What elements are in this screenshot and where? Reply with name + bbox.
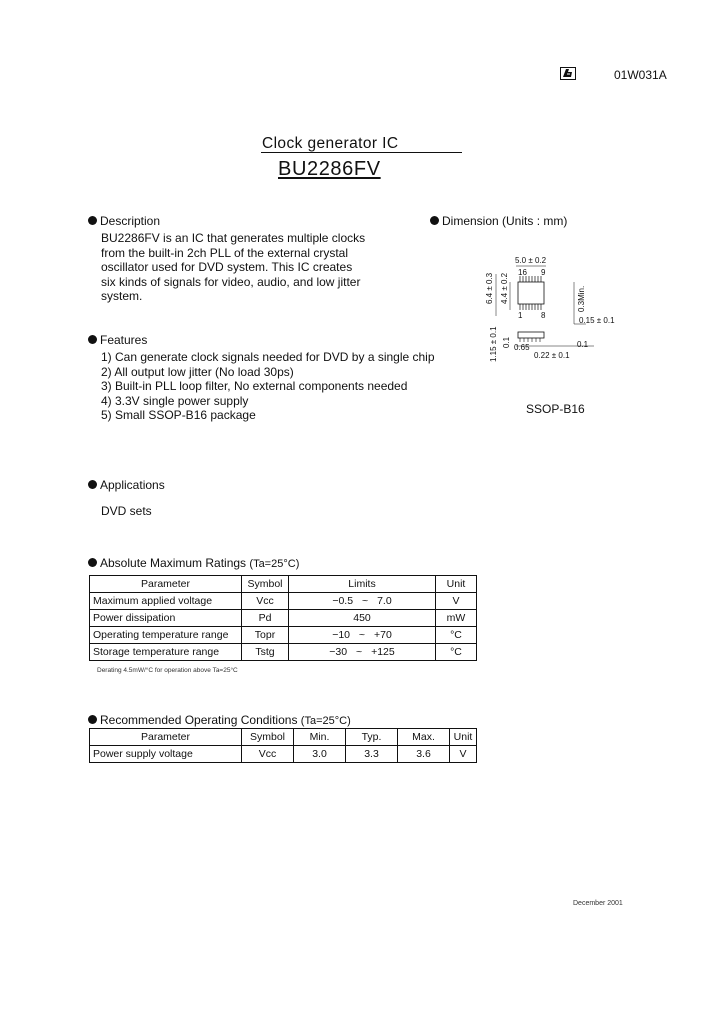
description-line: six kinds of signals for video, audio, and low jitter [101,274,361,289]
dim-pin8-label: 8 [541,311,546,320]
col-unit: Unit [436,576,477,593]
bullet-icon [88,216,97,225]
bullet-icon [88,480,97,489]
feature-item: 2) All output low jitter (No load 30ps) [101,364,294,379]
col-symbol: Symbol [242,729,294,746]
description-line: BU2286FV is an IC that generates multiple clocks [101,231,366,245]
table-header-row [90,729,477,746]
description-line: from the built-in 2ch PLL of the external crystal [101,245,349,260]
col-parameter: Parameter [90,729,242,746]
feature-item: 1) Can generate clock signals needed for DVD by a single chip [101,350,435,364]
footer-date: December 2001 [573,900,623,907]
description-heading: Description [88,214,160,228]
bullet-icon [88,715,97,724]
col-typ: Typ. [346,729,398,746]
col-min: Min. [294,729,346,746]
dimension-heading: Dimension (Units : mm) [430,214,567,228]
table-header-row [90,576,477,593]
dim-standoff-label: 0.1 [502,336,511,348]
bullet-icon [88,335,97,344]
col-max: Max. [398,729,450,746]
dim-thickness-label: 1.15 ± 0.1 [489,326,498,362]
rec-op-heading: Recommended Operating Conditions (Ta=25°C) [88,713,351,727]
applications-text: DVD sets [101,504,152,518]
bullet-icon [430,216,439,225]
col-parameter: Parameter [90,576,242,593]
feature-item: 5) Small SSOP-B16 package [101,408,256,422]
dim-pin1-label: 1 [518,311,523,320]
dim-pin9-label: 9 [541,268,546,277]
table-row: Operating temperature range Topr −10 ~ +70 °C [90,627,477,644]
subtitle-underline [261,152,462,153]
dim-flat-label: 0.1 [577,340,589,349]
table-row: Maximum applied voltage Vcc −0.5 ~ 7.0 V [90,593,477,610]
dim-pitch-label: 0.65 [514,343,530,352]
dim-width-label: 5.0 ± 0.2 [515,256,547,265]
part-number-title: BU2286FV [278,158,381,180]
abs-max-heading: Absolute Maximum Ratings (Ta=25°C) [88,556,299,570]
dim-height-label: 6.4 ± 0.3 [485,272,494,304]
dim-lead-label: 0.15 ± 0.1 [579,316,615,325]
dim-pin-width-label: 0.22 ± 0.1 [534,351,570,360]
description-body [101,231,401,304]
abs-max-table [89,575,477,661]
bullet-icon [88,558,97,567]
table-row: Power dissipation Pd 450 mW [90,610,477,627]
features-list [101,350,435,423]
dim-body-height-label: 4.4 ± 0.2 [500,272,509,304]
dim-pin16-label: 16 [518,268,527,277]
rohm-logo-icon [560,67,576,80]
col-limits: Limits [289,576,436,593]
description-line: oscillator used for DVD system. This IC creates [101,260,353,275]
derating-note: Derating 4.5mW/°C for operation above Ta=25°C [97,667,238,674]
dim-min-label: 0.3Min. [577,285,586,312]
product-subtitle: Clock generator IC [262,135,399,152]
feature-item: 3) Built-in PLL loop filter, No external components needed [101,379,408,393]
table-row: Power supply voltage Vcc 3.0 3.3 3.6 V [90,746,477,763]
col-symbol: Symbol [242,576,289,593]
feature-item: 4) 3.3V single power supply [101,393,249,408]
package-name: SSOP-B16 [526,402,585,416]
rec-op-table [89,728,477,763]
col-unit: Unit [450,729,477,746]
table-row: Storage temperature range Tstg −30 ~ +125 °C [90,644,477,661]
features-heading: Features [88,333,147,347]
applications-heading: Applications [88,478,165,492]
description-line: system. [101,289,143,304]
document-number: 01W031A [614,68,667,82]
